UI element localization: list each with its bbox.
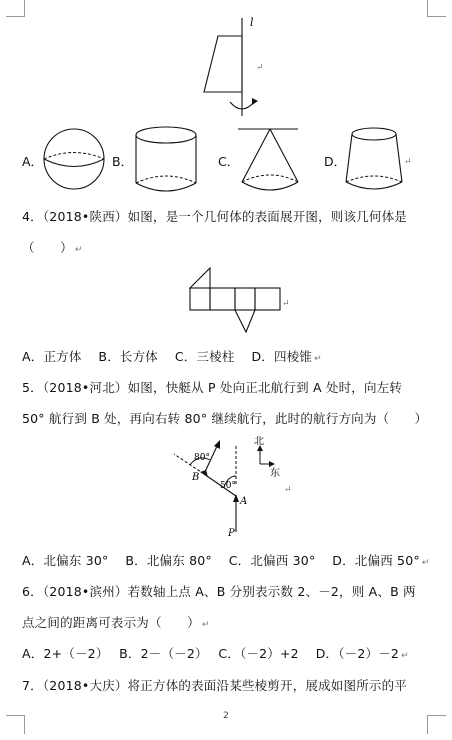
q5-stem-line1: 5．（2018•河北）如图，快艇从 P 处向正北航行到 A 处时，向左转 bbox=[22, 380, 403, 395]
navigation-figure bbox=[168, 436, 298, 540]
cylinder-figure bbox=[130, 124, 206, 194]
crop-mark-top-left bbox=[6, 0, 25, 17]
q7-stem-line1: 7．（2018•大庆）将正方体的表面沿某些棱剪开，展成如图所示的平 bbox=[22, 678, 407, 693]
point-a-label: A bbox=[240, 496, 248, 507]
q4-options-text: A．正方体 B．长方体 C．三棱柱 D．四棱锥 bbox=[22, 349, 313, 364]
svg-text:↵: ↵ bbox=[284, 485, 292, 495]
q6-options-text: A．2+（－2） B．2－（－2） C．（－2）+2 D．（－2）－2 bbox=[22, 646, 400, 661]
axis-l-label: l bbox=[250, 16, 254, 29]
q3-option-c-label: C． bbox=[218, 154, 240, 169]
q5-options-text: A．北偏东 30° B．北偏东 80° C．北偏西 30° D．北偏西 50° bbox=[22, 553, 420, 568]
east-label: 东 bbox=[270, 468, 280, 479]
q6-stem-line2-text: 点之间的距离可表示为（ ） bbox=[22, 615, 200, 630]
svg-text:↵: ↵ bbox=[282, 299, 290, 309]
q4-options-line bbox=[22, 349, 322, 367]
north-label: 北 bbox=[254, 436, 264, 447]
sphere-figure bbox=[40, 126, 112, 192]
svg-text:↵: ↵ bbox=[404, 157, 412, 167]
q6-stem-line1: 6．（2018•滨州）若数轴上点 A、B 分别表示数 2、－2，则 A、B 两 bbox=[22, 584, 416, 599]
svg-text:↵: ↵ bbox=[256, 63, 264, 73]
rotation-figure bbox=[190, 12, 280, 124]
net-figure bbox=[180, 262, 292, 338]
q4-stem-line2-text: （ ） bbox=[22, 240, 73, 255]
angle-50-label: 50° bbox=[220, 481, 236, 491]
paragraph-mark: ↵ bbox=[314, 354, 322, 364]
q3-option-b-label: B． bbox=[112, 154, 134, 169]
paragraph-mark: ↵ bbox=[74, 245, 83, 255]
q5-stem-line2: 50° 航行到 B 处，再向右转 80° 继续航行，此时的航行方向为（ ） bbox=[22, 411, 428, 426]
point-p-label: P bbox=[228, 528, 235, 539]
paragraph-mark: ↵ bbox=[421, 558, 430, 568]
q6-options-line bbox=[22, 646, 409, 664]
paragraph-mark: ↵ bbox=[201, 620, 210, 630]
page-number: 2 bbox=[223, 711, 229, 721]
q4-stem-line2 bbox=[22, 240, 83, 258]
q3-option-a-label: A． bbox=[22, 154, 44, 169]
frustum-figure bbox=[340, 124, 416, 194]
cone-figure bbox=[234, 124, 308, 196]
angle-80-label: 80° bbox=[194, 453, 210, 463]
q5-options-line bbox=[22, 553, 430, 571]
crop-mark-top-right bbox=[427, 0, 446, 17]
q4-stem-line1: 4．（2018•陕西）如图，是一个几何体的表面展开图，则该几何体是 bbox=[22, 209, 407, 224]
point-b-label: B bbox=[192, 472, 200, 483]
paragraph-mark: ↵ bbox=[401, 651, 409, 661]
q3-option-d-label: D． bbox=[324, 154, 347, 169]
q6-stem-line2 bbox=[22, 615, 210, 633]
